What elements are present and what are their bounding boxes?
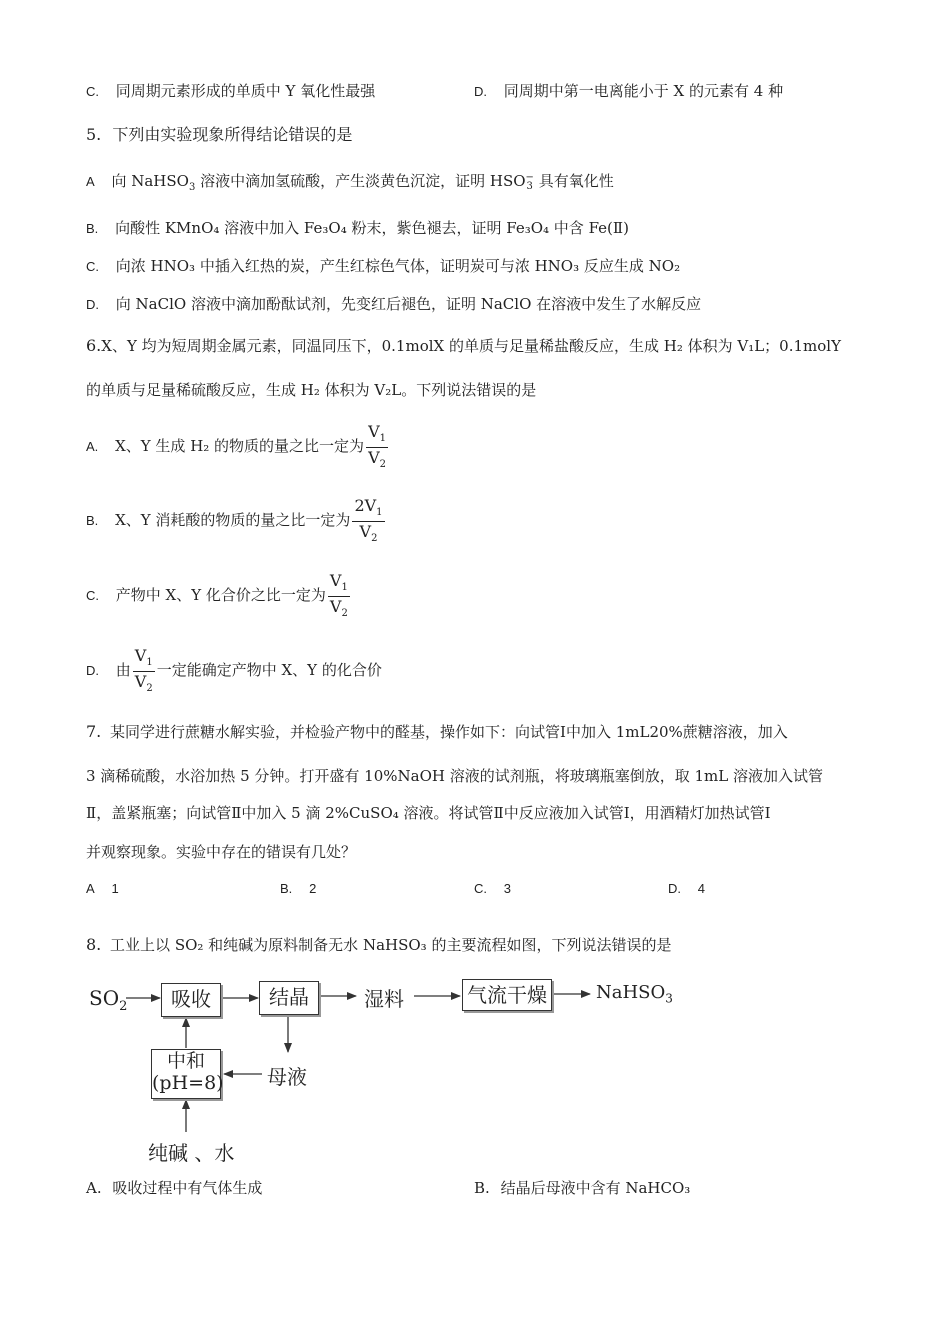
q8-option-b: [474, 1178, 690, 1198]
q4-option-d-text: 同周期中第一电离能小于 X 的元素有 4 种: [503, 82, 784, 100]
q7-option-a-text: 1: [111, 881, 119, 896]
q7-stem-line2: 3 滴稀硫酸，水浴加热 5 分钟。打开盛有 10%NaOH 溶液的试剂瓶，将玻璃瓶塞倒放，取 1mL 溶液加入试管: [86, 767, 823, 785]
q4-option-c-text: 同周期元素形成的单质中 Y 氧化性最强: [115, 82, 376, 100]
q6-number: 6.: [86, 336, 102, 355]
flow-feed: 纯碱 、水: [148, 1141, 235, 1165]
q8-stem-text: 工业上以 SO₂ 和纯碱为原料制备无水 NaHSO₃ 的主要流程如图，下列说法错误的是: [110, 936, 672, 954]
q6-stem-text1: X、Y 均为短周期金属元素，同温同压下，0.1molX 的单质与足量稀盐酸反应，生成 H₂ 体积为 V₁L；0.1molY: [101, 337, 841, 355]
flow-neutral-line1: 中和: [166, 1050, 205, 1072]
q7-line1-text: 某同学进行蔗糖水解实验，并检验产物中的醛基，操作如下：向试管Ⅰ中加入 1mL20%蔗糖溶液，加入: [110, 723, 788, 741]
q6-option-b-text: X、Y 消耗酸的物质的量之比一定为: [115, 511, 351, 529]
flow-wet-material: 湿料: [364, 987, 404, 1011]
q6-option-d-label: D.: [86, 663, 99, 678]
q5-option-a-label: A: [86, 174, 95, 189]
flow-so2: $SO_2$: [89, 986, 128, 1014]
q6-option-d-fraction: $\frac{V_1}{V_2}$: [134, 646, 153, 694]
q6-option-a-text: X、Y 生成 H₂ 的物质的量之比一定为: [115, 437, 365, 455]
q6-option-d-text: 一定能确定产物中 X、Y 的化合价: [156, 661, 382, 679]
q6-stem-line2: 的单质与足量稀硫酸反应，生成 H₂ 体积为 V₂L。下列说法错误的是: [86, 381, 537, 399]
q7-option-d-label: D.: [668, 881, 681, 896]
flow-product: NaHSO$_3$: [596, 982, 673, 1006]
q7-option-c-text: 3: [503, 881, 512, 896]
q6-option-b-label: B.: [86, 513, 99, 528]
q6-option-a-label: A.: [86, 439, 99, 454]
q6-option-a-fraction: $\frac{V_1}{V_2}$: [368, 422, 386, 470]
q6-option-c-fraction: $\frac{V_1}{V_2}$: [329, 571, 348, 619]
q7-stem-line4: 并观察现象。实验中存在的错误有几处？: [86, 843, 357, 861]
q4-option-d-label: D.: [474, 84, 487, 99]
q5-option-c-label: C.: [86, 259, 99, 274]
q6-option-b-fraction: $\frac{2V_1}{V_2}$: [354, 496, 383, 544]
q8-option-a-text: 吸收过程中有气体生成: [112, 1179, 263, 1197]
q5-stem-text: 下列由实验现象所得结论错误的是: [112, 125, 353, 144]
q7-option-c-label: C.: [474, 881, 487, 896]
q5-option-c-text: 向浓 HNO₃ 中插入红热的炭，产生红棕色气体，证明炭可与浓 HNO₃ 反应生成 NO₂: [115, 257, 681, 275]
q8-option-a-label: A.: [86, 1179, 102, 1197]
q5-option-d-label: D.: [86, 297, 99, 312]
flow-mother-liquor: 母液: [267, 1065, 307, 1089]
q6-option-c-text: 产物中 X、Y 化合价之比一定为: [115, 586, 326, 604]
flow-absorb-box: 吸收: [161, 983, 221, 1017]
q8-number: 8.: [86, 935, 102, 954]
q7-number: 7.: [86, 722, 102, 741]
q5-number: 5.: [86, 125, 102, 144]
q8-option-a: [86, 1178, 262, 1198]
q5-option-d-text: 向 NaClO 溶液中滴加酚酞试剂，先变红后褪色，证明 NaClO 在溶液中发生了水解反应: [115, 295, 702, 313]
q4-option-c-label: C.: [86, 84, 99, 99]
flow-neutral-box: [151, 1049, 224, 1099]
q7-option-b-text: 2: [309, 881, 317, 896]
q5-option-b-label: B.: [86, 221, 99, 236]
q5-option-b-text: 向酸性 KMnO₄ 溶液中加入 Fe₃O₄ 粉末，紫色褪去，证明 Fe₃O₄ 中含 Fe(Ⅱ): [115, 219, 629, 237]
flow-dry-box: 气流干燥: [462, 979, 552, 1011]
q7-stem-line3: Ⅱ，盖紧瓶塞；向试管Ⅱ中加入 5 滴 2%CuSO₄ 溶液。将试管Ⅱ中反应液加入试管Ⅰ，用酒精灯加热试管Ⅰ: [86, 804, 771, 822]
q7-option-d-text: 4: [697, 881, 706, 896]
q6-option-d-pre: 由: [115, 661, 131, 679]
q6-option-c-label: C.: [86, 588, 99, 603]
flow-crystal-box: 结晶: [259, 981, 319, 1015]
q8-option-b-text: 结晶后母液中含有 NaHCO₃: [500, 1179, 691, 1197]
q7-option-a-label: A: [86, 881, 95, 896]
q5-option-a-text: 向 NaHSO$_3$ 溶液中滴加氢硫酸，产生淡黄色沉淀，证明 HSO − 3 具有氧化性: [111, 172, 614, 193]
q8-option-b-label: B.: [474, 1179, 490, 1197]
flow-neutral-line2: (pH=8): [152, 1072, 224, 1094]
q7-option-b-label: B.: [280, 881, 293, 896]
